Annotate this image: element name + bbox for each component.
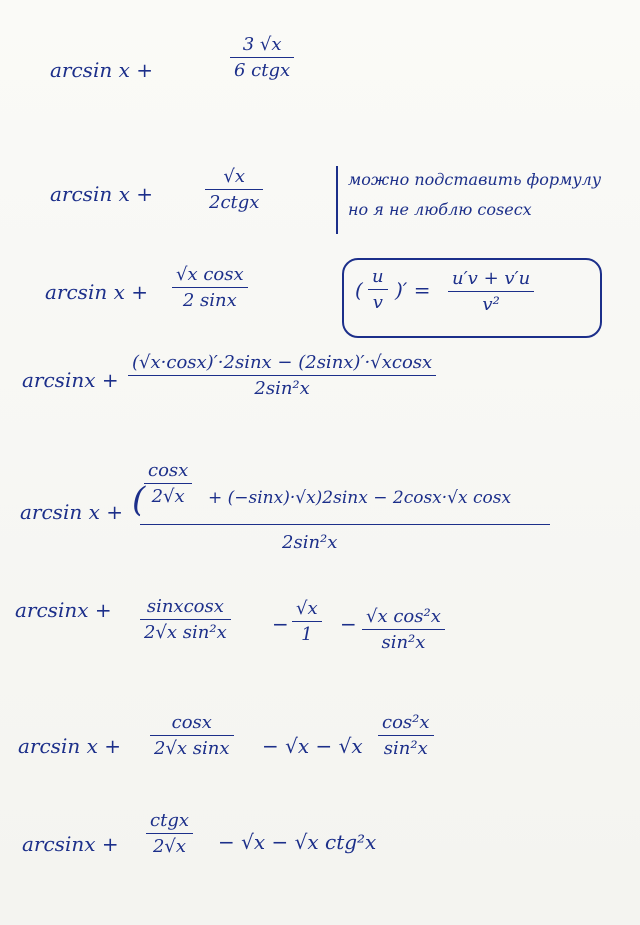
line8-f1-numerator: ctgx [150,810,189,831]
line6-op2: − [340,612,357,636]
line3-lhs: arcsin x + [45,280,148,304]
line2-numerator: √x [223,166,246,187]
line5-inner-denominator: 2√x [151,486,185,507]
line7-f1-denominator: 2√x sinx [154,738,230,759]
box-lhs-tail: )′ = [395,278,431,302]
line5-open-paren: ( [132,480,146,520]
fraction-bar [230,57,294,58]
fraction-bar [368,289,388,290]
line8-f1-denominator: 2√x [152,836,187,857]
box-rhs-numerator: u′v + v′u [452,268,531,289]
line6-f2-denominator: 1 [301,624,313,645]
line6-f1-numerator: sinxcosx [146,596,224,617]
line5-numerator-rest: + (−sinx)·√x)2sinx − 2cosx·√x cosx [208,488,512,508]
line7-f2-denominator: sin²x [383,738,428,759]
line2-fraction [205,166,263,213]
line3-numerator: √x cosx [176,264,244,285]
line1-numerator: 3 √x [242,34,282,55]
note-line1: можно подставить формулу [348,170,602,189]
line7-f2-numerator: cos²x [382,712,430,733]
line4-denominator: 2sin²x [254,378,310,399]
fraction-bar [292,621,322,622]
fraction-bar [378,735,434,736]
line1-denominator: 6 ctgx [234,60,291,81]
line7-fraction2 [378,712,434,759]
line1-lhs: arcsin x + [50,58,153,82]
line5-denominator: 2sin²x [282,532,338,553]
fraction-bar [448,291,534,292]
line5-inner-numerator: cosx [148,460,189,481]
line8-tail: − √x − √x ctg²x [218,830,377,854]
line7-f1-numerator: cosx [171,712,212,733]
box-rhs-fraction [448,268,534,315]
line6-f3-denominator: sin²x [381,632,426,653]
line6-fraction1 [140,596,231,643]
line8-lhs: arcsinx + [22,832,119,856]
box-lhs-numerator: u [372,266,384,287]
fraction-bar [140,619,231,620]
line8-fraction1 [146,810,193,857]
line3-denominator: 2 sinx [182,290,237,311]
line6-op1: − [272,612,289,636]
line4-lhs: arcsinx + [22,368,119,392]
line6-f1-denominator: 2√x sin²x [144,622,227,643]
fraction-bar [205,189,263,190]
line2-denominator: 2ctgx [209,192,260,213]
box-lhs-denominator: v [372,292,383,313]
line7-lhs: arcsin x + [18,734,121,758]
line6-lhs: arcsinx + [15,598,112,622]
box-rhs-denominator: v² [482,294,500,315]
line2-lhs: arcsin x + [50,182,153,206]
fraction-bar [150,735,234,736]
note-line2: но я не люблю cosecx [348,200,532,219]
line1-fraction [230,34,294,81]
fraction-bar [128,375,436,376]
line5-inner-fraction [144,460,192,507]
line6-f2-numerator: √x [296,598,318,619]
line4-fraction [128,352,436,399]
line6-fraction2 [292,598,322,645]
fraction-bar [362,629,445,630]
line3-fraction [172,264,248,311]
note-divider [336,166,338,234]
fraction-bar [144,483,192,484]
line5-fraction-bar [140,524,550,525]
line7-fraction1 [150,712,234,759]
line7-middle: − √x − √x [262,734,363,758]
line6-fraction3 [362,606,445,653]
fraction-bar [146,833,193,834]
line5-lhs: arcsin x + [20,500,123,524]
line4-numerator: (√x·cosx)′·2sinx − (2sinx)′·√xcosx [132,352,433,373]
box-lhs-fraction [368,266,388,313]
line6-f3-numerator: √x cos²x [366,606,441,627]
box-open-paren: ( [355,278,363,302]
fraction-bar [172,287,248,288]
